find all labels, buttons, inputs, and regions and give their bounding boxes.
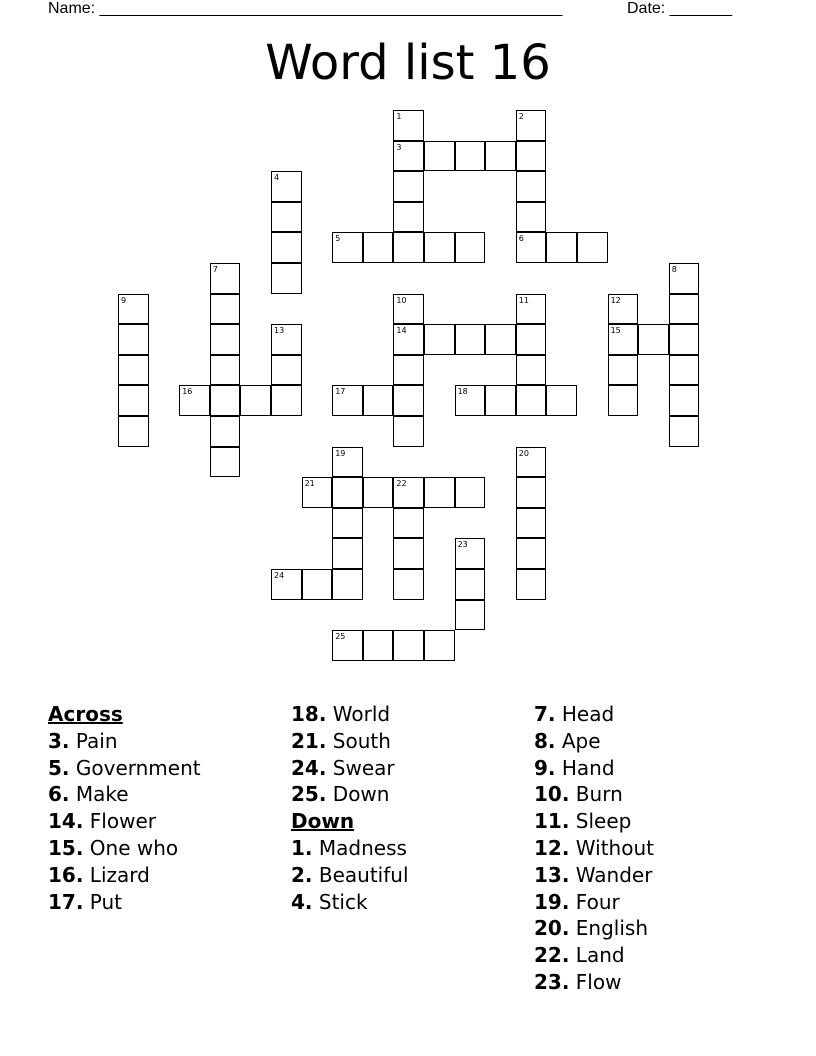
clue-number: 17. — [48, 889, 84, 914]
grid-cell[interactable] — [332, 569, 363, 600]
grid-cell[interactable] — [393, 110, 424, 141]
cell-number: 9 — [121, 295, 127, 305]
grid-cell[interactable] — [393, 355, 424, 386]
clue-number: 2. — [291, 862, 313, 887]
clue-number: 23. — [534, 969, 570, 994]
clue-number: 4. — [291, 889, 313, 914]
grid-cell[interactable] — [455, 600, 486, 631]
cell-number: 16 — [182, 387, 193, 397]
grid-cell[interactable] — [424, 232, 455, 263]
grid-cell[interactable] — [485, 141, 516, 172]
grid-cell[interactable] — [118, 416, 149, 447]
grid-cell[interactable] — [210, 385, 241, 416]
clue-item — [534, 755, 654, 782]
clue-column-2 — [291, 701, 409, 915]
grid-cell[interactable] — [393, 232, 424, 263]
cell-number: 13 — [274, 326, 285, 336]
grid-cell[interactable] — [271, 385, 302, 416]
clue-number: 12. — [534, 835, 570, 860]
grid-cell[interactable] — [455, 324, 486, 355]
cell-number: 25 — [335, 632, 346, 642]
clue-text: Head — [561, 702, 615, 726]
clue-text: Flow — [575, 969, 622, 994]
clue-text: Hand — [561, 755, 615, 780]
grid-cell[interactable] — [516, 171, 547, 202]
down-heading: Down — [291, 809, 355, 834]
cell-number: 22 — [396, 479, 407, 489]
clue-item — [534, 808, 654, 835]
clue-number: 13. — [534, 862, 570, 887]
clue-number: 16. — [48, 862, 84, 887]
clue-item — [48, 755, 201, 782]
grid-cell[interactable] — [363, 477, 394, 508]
grid-cell[interactable] — [455, 569, 486, 600]
clue-item — [534, 915, 654, 942]
grid-cell[interactable] — [393, 171, 424, 202]
grid-cell[interactable] — [118, 294, 149, 325]
cell-number: 17 — [335, 387, 346, 397]
grid-cell[interactable] — [669, 385, 700, 416]
grid-cell[interactable] — [608, 355, 639, 386]
grid-cell[interactable] — [271, 569, 302, 600]
clue-number: 3. — [48, 728, 70, 753]
grid-cell[interactable] — [210, 324, 241, 355]
grid-cell[interactable] — [516, 324, 547, 355]
clue-item — [291, 755, 409, 782]
cell-number: 7 — [212, 265, 218, 274]
clue-text: Without — [575, 835, 654, 860]
cell-number: 23 — [457, 540, 468, 550]
grid-cell[interactable] — [455, 232, 486, 263]
grid-cell[interactable] — [516, 508, 547, 539]
grid-cell[interactable] — [669, 294, 700, 325]
clue-item — [48, 835, 201, 862]
clue-item — [48, 781, 201, 808]
clue-text: Make — [75, 782, 129, 807]
clue-text: Sleep — [575, 809, 632, 834]
grid-cell[interactable] — [179, 385, 210, 416]
grid-cell[interactable] — [608, 385, 639, 416]
clue-number: 21. — [291, 728, 327, 753]
grid-cell[interactable] — [332, 385, 363, 416]
clue-text: Ape — [561, 728, 601, 753]
clue-text: Pain — [75, 728, 118, 753]
grid-cell[interactable] — [485, 324, 516, 355]
clue-number: 24. — [291, 755, 327, 780]
clue-number: 8. — [534, 728, 556, 753]
cell-number: 15 — [610, 326, 621, 336]
page-title: Word list 16 — [265, 35, 551, 91]
clue-item — [534, 969, 654, 996]
grid-cell[interactable] — [393, 477, 424, 508]
clue-text: Lizard — [89, 862, 150, 887]
cell-number: 4 — [274, 173, 280, 183]
clue-text: Four — [575, 889, 620, 914]
clue-number: 22. — [534, 943, 570, 968]
grid-cell[interactable] — [455, 385, 486, 416]
clue-text: Down — [332, 782, 390, 807]
clue-item — [534, 942, 654, 969]
grid-cell[interactable] — [332, 477, 363, 508]
clue-number: 1. — [291, 835, 313, 860]
clue-item — [291, 781, 409, 808]
grid-cell[interactable] — [516, 294, 547, 325]
grid-cell[interactable] — [516, 385, 547, 416]
clue-item — [534, 701, 654, 728]
grid-cell[interactable] — [516, 477, 547, 508]
clue-item — [534, 862, 654, 889]
clue-number: 14. — [48, 809, 84, 834]
grid-cell[interactable] — [608, 324, 639, 355]
grid-cell[interactable] — [393, 385, 424, 416]
grid-cell[interactable] — [271, 202, 302, 233]
clue-item — [534, 835, 654, 862]
grid-cell[interactable] — [424, 141, 455, 172]
clue-number: 25. — [291, 782, 327, 807]
grid-cell[interactable] — [516, 110, 547, 141]
clue-number: 5. — [48, 755, 70, 780]
grid-cell[interactable] — [332, 630, 363, 661]
grid-cell[interactable] — [424, 324, 455, 355]
grid-cell[interactable] — [271, 355, 302, 386]
cell-number: 19 — [335, 448, 346, 458]
clue-number: 15. — [48, 835, 84, 860]
grid-cell[interactable] — [546, 232, 577, 263]
clue-item — [48, 808, 201, 835]
clue-number: 19. — [534, 889, 570, 914]
clue-item — [291, 835, 409, 862]
grid-cell[interactable] — [271, 324, 302, 355]
cell-number: 2 — [518, 112, 524, 121]
cell-number: 14 — [396, 326, 407, 336]
grid-cell[interactable] — [393, 630, 424, 661]
grid-cell[interactable] — [271, 171, 302, 202]
clue-column-3 — [534, 701, 654, 996]
clue-number: 20. — [534, 916, 570, 941]
grid-cell[interactable] — [363, 232, 394, 263]
date-field[interactable]: Date: _______ — [627, 0, 732, 17]
grid-cell[interactable] — [393, 416, 424, 447]
clue-item — [291, 728, 409, 755]
clue-text: Stick — [318, 889, 368, 914]
grid-cell[interactable] — [516, 232, 547, 263]
grid-cell[interactable] — [516, 447, 547, 478]
cell-number: 12 — [610, 295, 621, 305]
clue-number: 10. — [534, 782, 570, 807]
clue-number: 9. — [534, 755, 556, 780]
grid-cell[interactable] — [271, 263, 302, 294]
cell-number: 8 — [671, 265, 677, 274]
clue-item — [48, 728, 201, 755]
cell-number: 3 — [396, 142, 402, 152]
cell-number: 21 — [304, 479, 315, 489]
clue-text: World — [332, 702, 391, 726]
grid-cell[interactable] — [669, 355, 700, 386]
clue-number: 6. — [48, 782, 70, 807]
grid-cell[interactable] — [210, 416, 241, 447]
clue-text: Government — [75, 755, 201, 780]
clue-item — [291, 889, 409, 916]
cell-number: 20 — [518, 448, 529, 458]
cell-number: 11 — [518, 295, 529, 305]
grid-cell[interactable] — [516, 569, 547, 600]
grid-cell[interactable] — [455, 141, 486, 172]
clue-text: Madness — [318, 835, 407, 860]
grid-cell[interactable] — [485, 385, 516, 416]
clue-text: Flower — [89, 809, 156, 834]
grid-cell[interactable] — [210, 263, 241, 294]
grid-cell[interactable] — [210, 355, 241, 386]
clue-column-1 — [48, 701, 201, 915]
cell-number: 1 — [396, 112, 402, 121]
clue-item — [534, 889, 654, 916]
grid-cell[interactable] — [363, 385, 394, 416]
grid-cell[interactable] — [546, 385, 577, 416]
across-heading: Across — [48, 702, 123, 726]
grid-cell[interactable] — [302, 477, 333, 508]
grid-cell[interactable] — [210, 294, 241, 325]
clue-number: 18. — [291, 702, 327, 726]
grid-cell[interactable] — [393, 141, 424, 172]
grid-cell[interactable] — [332, 538, 363, 569]
grid-cell[interactable] — [332, 508, 363, 539]
grid-cell[interactable] — [608, 294, 639, 325]
grid-cell[interactable] — [271, 232, 302, 263]
grid-cell[interactable] — [210, 447, 241, 478]
grid-cell[interactable] — [669, 324, 700, 355]
clue-text: One who — [89, 835, 179, 860]
clue-text: Beautiful — [318, 862, 409, 887]
grid-cell[interactable] — [332, 232, 363, 263]
clue-text: Land — [575, 943, 625, 968]
grid-cell[interactable] — [393, 202, 424, 233]
grid-cell[interactable] — [302, 569, 333, 600]
clue-text: Put — [89, 889, 123, 914]
clue-text: Burn — [575, 782, 623, 807]
grid-cell[interactable] — [393, 538, 424, 569]
clue-item — [291, 862, 409, 889]
grid-cell[interactable] — [393, 508, 424, 539]
cell-number: 10 — [396, 295, 407, 305]
grid-cell[interactable] — [393, 324, 424, 355]
grid-cell[interactable] — [118, 355, 149, 386]
grid-cell[interactable] — [455, 538, 486, 569]
grid-cell[interactable] — [118, 324, 149, 355]
grid-cell[interactable] — [332, 447, 363, 478]
clue-number: 7. — [534, 702, 556, 726]
clue-item — [534, 781, 654, 808]
clue-text: English — [575, 916, 649, 941]
cell-number: 6 — [518, 234, 524, 244]
grid-cell[interactable] — [577, 232, 608, 263]
clue-item — [534, 728, 654, 755]
grid-cell[interactable] — [118, 385, 149, 416]
grid-cell[interactable] — [516, 202, 547, 233]
clue-text: Swear — [332, 755, 395, 780]
clue-text: South — [332, 728, 391, 753]
grid-cell[interactable] — [393, 294, 424, 325]
grid-cell[interactable] — [669, 416, 700, 447]
grid-cell[interactable] — [669, 263, 700, 294]
clue-item — [48, 889, 201, 916]
grid-cell[interactable] — [516, 355, 547, 386]
cell-number: 24 — [274, 571, 285, 580]
grid-cell[interactable] — [516, 141, 547, 172]
grid-cell[interactable] — [240, 385, 271, 416]
grid-cell[interactable] — [424, 477, 455, 508]
grid-cell[interactable] — [363, 630, 394, 661]
grid-cell[interactable] — [516, 538, 547, 569]
grid-cell[interactable] — [455, 477, 486, 508]
grid-cell[interactable] — [393, 569, 424, 600]
clue-number: 11. — [534, 809, 570, 834]
grid-cell[interactable] — [424, 630, 455, 661]
clue-item — [291, 701, 409, 728]
grid-cell[interactable] — [638, 324, 669, 355]
cell-number: 18 — [457, 387, 468, 397]
cell-number: 5 — [335, 234, 341, 244]
name-field[interactable]: Name: ____________________________________________________ — [48, 0, 563, 17]
clue-item — [48, 862, 201, 889]
clue-text: Wander — [575, 862, 653, 887]
